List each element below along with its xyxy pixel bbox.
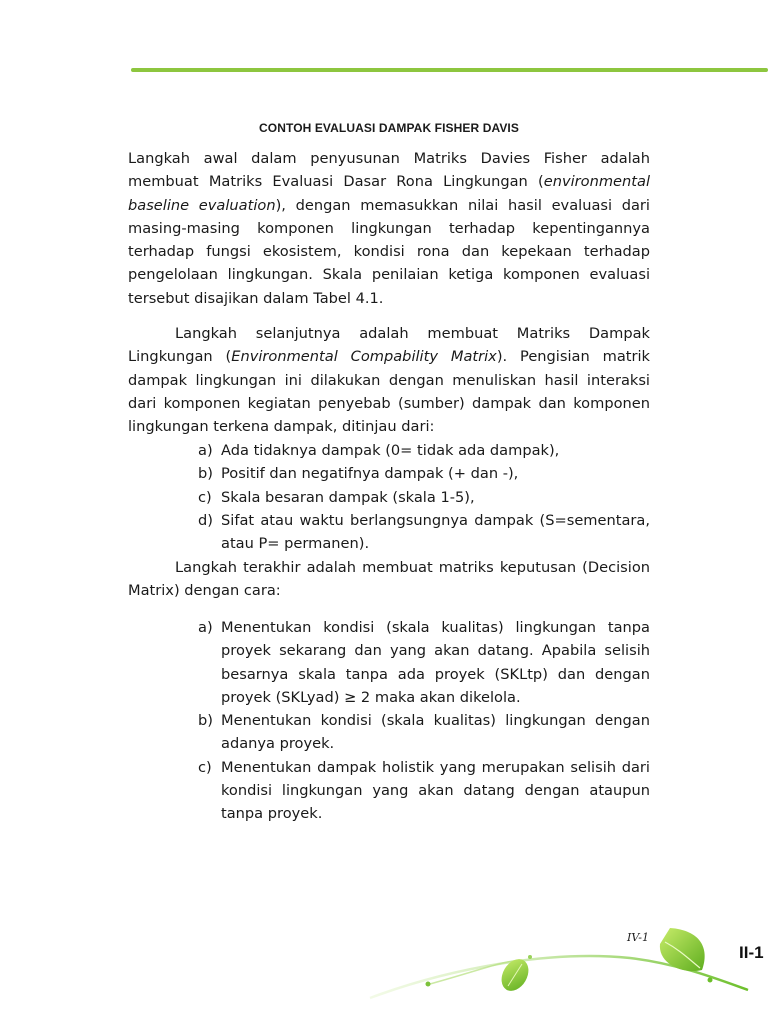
paragraph-2-italic: Environmental Compability Matrix bbox=[231, 348, 497, 366]
paragraph-1-text-b: ), dengan memasukkan nilai hasil evaluasi dari masing-masing komponen lingkungan terhadap kepentingannya terhadap fungsi ekosistem, kondisi rona dan kepekaan terhadap pengelolaan lingkungan. Skala penilaian ketiga komponen evaluasi tersebut disajikan dalam Tabel 4.1. bbox=[128, 196, 650, 307]
list-item bbox=[128, 709, 650, 756]
list-item bbox=[128, 616, 650, 709]
list-item-text: Menentukan kondisi (skala kualitas) lingkungan tanpa proyek sekarang dan yang akan datang. Apabila selisih besarnya skala tanpa ada proyek (SKLtp) dan dengan proyek (SKLyad) ≥ 2 maka akan dikelola. bbox=[221, 619, 650, 706]
decision-steps-list bbox=[128, 616, 650, 826]
list-item-text: Menentukan kondisi (skala kualitas) lingkungan dengan adanya proyek. bbox=[221, 712, 650, 753]
page-number: II-1 bbox=[739, 943, 764, 962]
paragraph-2 bbox=[128, 322, 650, 438]
green-leaves-vine-icon bbox=[330, 920, 768, 1024]
list-item-text: Sifat atau waktu berlangsungnya dampak (S=sementara, atau P= permanen). bbox=[221, 511, 650, 553]
list-item-text: Menentukan dampak holistik yang merupakan selisih dari kondisi lingkungan yang akan datang dengan ataupun tanpa proyek. bbox=[221, 758, 650, 823]
paragraph-2-text-a: Langkah selanjutnya adalah membuat Matriks Dampak Lingkungan ( bbox=[128, 325, 650, 366]
list-item-text: Skala besaran dampak (skala 1-5), bbox=[221, 488, 475, 506]
list-item bbox=[128, 439, 650, 462]
page-number-small: IV-1 bbox=[627, 931, 649, 944]
list-marker: d) bbox=[198, 511, 213, 529]
paragraph-1-italic: environmental baseline evaluation bbox=[128, 173, 650, 214]
list-item bbox=[128, 462, 650, 485]
paragraph-2-text-b: ). Pengisian matrik dampak lingkungan ini dilakukan dengan menuliskan hasil interaksi dari komponen kegiatan penyebab (sumber) dampak dan komponen lingkungan terkena dampak, ditinjau dari: bbox=[128, 348, 650, 436]
paragraph-1-text-a: Langkah awal dalam penyusunan Matriks Davies Fisher adalah membuat Matriks Evaluasi Dasar Rona Lingkungan ( bbox=[128, 150, 650, 191]
header-green-rule bbox=[131, 68, 768, 72]
list-marker: b) bbox=[198, 712, 213, 730]
list-item-text: Positif dan negatifnya dampak (+ dan -), bbox=[221, 465, 519, 483]
list-item bbox=[128, 756, 650, 826]
criteria-list bbox=[128, 439, 650, 555]
list-item-text: Ada tidaknya dampak (0= tidak ada dampak), bbox=[221, 442, 560, 459]
paragraph-3 bbox=[128, 556, 650, 603]
list-marker: a) bbox=[198, 619, 213, 636]
paragraph-1 bbox=[128, 147, 650, 310]
list-marker: a) bbox=[198, 442, 213, 459]
list-marker: b) bbox=[198, 465, 213, 483]
list-item bbox=[128, 486, 650, 509]
paragraph-3-text: Langkah terakhir adalah membuat matriks keputusan (Decision Matrix) dengan cara: bbox=[128, 559, 650, 600]
list-item bbox=[128, 509, 650, 556]
list-marker: c) bbox=[198, 758, 212, 776]
page-title: CONTOH EVALUASI DAMPAK FISHER DAVIS bbox=[259, 121, 519, 135]
list-marker: c) bbox=[198, 488, 212, 506]
